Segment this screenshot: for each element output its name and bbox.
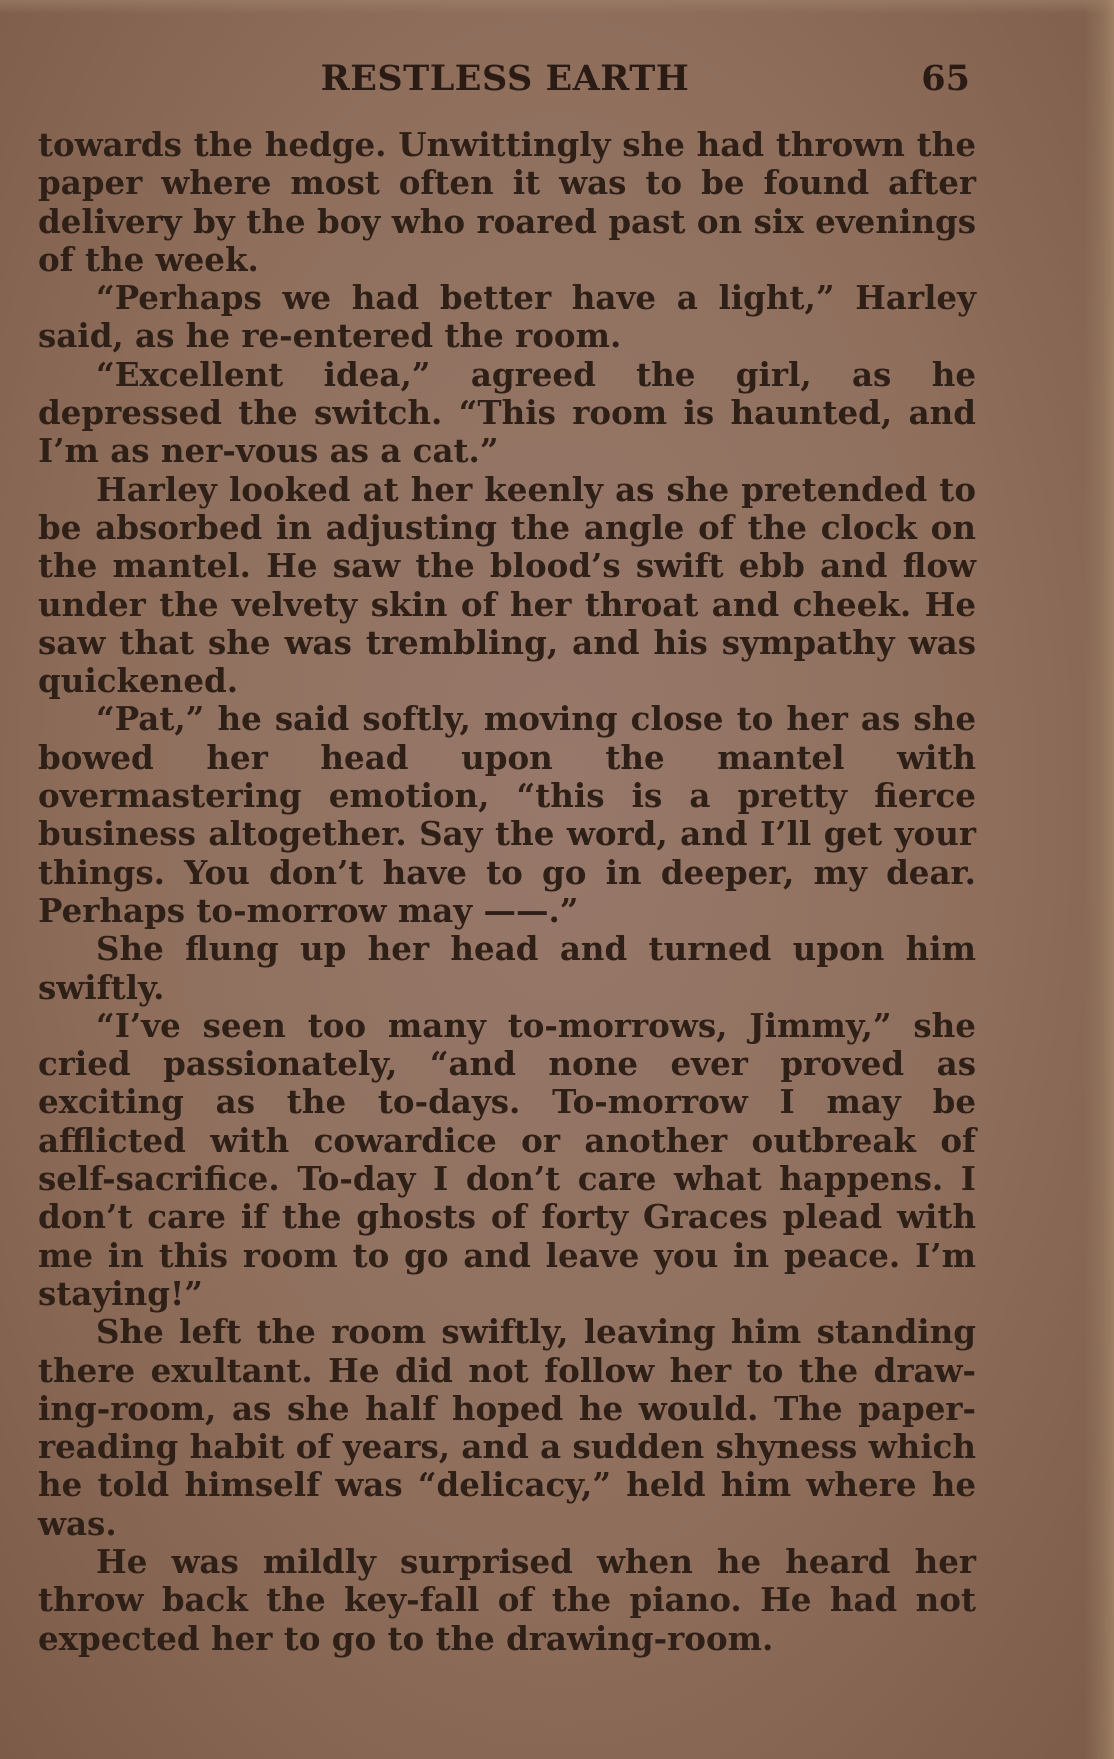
- page-number: 65: [921, 58, 970, 99]
- body-text: [38, 126, 976, 1658]
- page-top-edge: [0, 0, 1114, 14]
- paragraph: towards the hedge. Unwittingly she had thrown the paper where most often it was to be found after delivery by the boy who roared past on six evenings of the week.: [38, 125, 976, 279]
- paragraph: “Pat,” he said softly, moving close to her as she bowed her head upon the mantel with overmastering emotion, “this is a pretty fierce business altogether. Say the word, and I’ll get your things. You don’t have to go in deeper, my dear. Perhaps to-morrow may ——.”: [38, 699, 976, 930]
- paragraph: She flung up her head and turned upon him swiftly.: [38, 929, 976, 1007]
- paragraph: “I’ve seen too many to-morrows, Jimmy,” she cried passionately, “and none ever proved as exciting as the to-days. To-morrow I may be afflicted with cowardice or another outbreak of self-sacrifice. To-day I don’t care what happens. I don’t care if the ghosts of forty Graces plead with me in this room to go and leave you in peace. I’m staying!”: [38, 1005, 976, 1313]
- page-header: [40, 58, 970, 104]
- paragraph: She left the room swiftly, leaving him standing there exultant. He did not follow her to the draw-ing-room, as she half hoped he would. The paper-reading habit of years, and a sudden shyness which he told himself was “delicacy,” held him where he was.: [38, 1312, 976, 1543]
- running-title: RESTLESS EARTH: [320, 58, 690, 99]
- paragraph: “Excellent idea,” agreed the girl, as he depressed the switch. “This room is haunted, and I’m as ner-vous as a cat.”: [38, 354, 976, 471]
- paragraph: Harley looked at her keenly as she pretended to be absorbed in adjusting the angle of the clock on the mantel. He saw the blood’s swift ebb and flow under the velvety skin of her throat and cheek. He saw that she was trembling, and his sympathy was quickened.: [38, 469, 976, 701]
- page-right-edge: [1084, 0, 1114, 1759]
- paragraph: He was mildly surprised when he heard her throw back the key-fall of the piano. He had not expected her to go to the drawing-room.: [38, 1541, 976, 1658]
- paragraph: “Perhaps we had better have a light,” Harley said, as he re-entered the room.: [38, 278, 976, 356]
